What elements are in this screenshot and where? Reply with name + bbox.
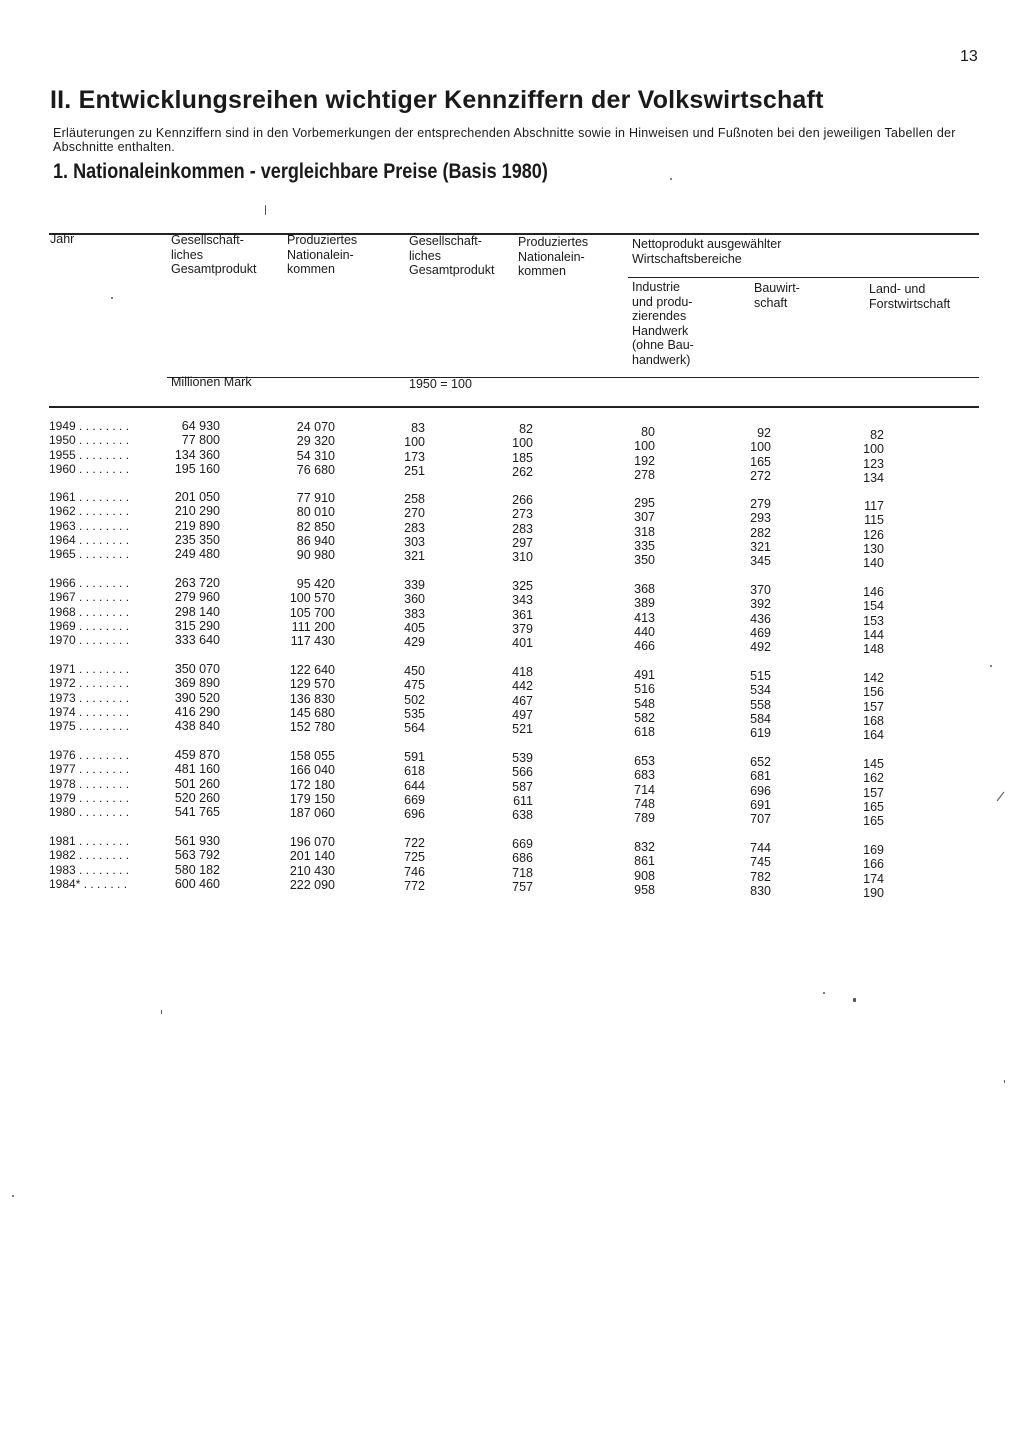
row-year: 1968 . . . . . . . . (49, 604, 130, 619)
cell-gpi: 591 (404, 750, 425, 764)
cell-ne: 196 070 (289, 835, 335, 849)
row-year: 1963 . . . . . . . . (49, 518, 130, 533)
cell-land: 190 (863, 885, 884, 900)
cell-gpi: 283 (404, 520, 425, 535)
cell-nei: 401 (512, 636, 533, 651)
cell-gpi: 173 (404, 449, 425, 464)
cell-land: 166 (863, 857, 884, 872)
cell-bau: 392 (750, 597, 771, 612)
cell-gp: 201 050 (174, 490, 220, 504)
row-year: 1977 . . . . . . . . (49, 762, 130, 777)
row-year: 1969 . . . . . . . . (49, 618, 130, 633)
page-title: II. Entwicklungsreihen wichtiger Kennziffern der Volkswirtschaft (50, 86, 824, 114)
explanatory-note: Erläuterungen zu Kennziffern sind in den Vorbemerkungen der entsprechenden Abschnitte sowie in Hinweisen und Fußnoten bei den jeweiligen Tabellen der Abschnitte enthalten. (53, 126, 956, 154)
cell-ind: 714 (634, 782, 655, 797)
cell-ne: 129 570 (289, 677, 335, 692)
cell-ind: 335 (634, 538, 655, 553)
cell-ind: 908 (634, 868, 655, 883)
cell-nei: 566 (512, 765, 533, 780)
cell-gpi: 746 (404, 864, 425, 879)
cell-nei: 273 (512, 507, 533, 522)
cell-ind: 307 (634, 510, 655, 525)
cell-nei: 262 (512, 464, 533, 479)
row-year: 1981 . . . . . . . . (49, 834, 130, 848)
cell-bau: 681 (750, 769, 771, 784)
cell-land: 148 (863, 642, 884, 657)
cell-ind: 861 (634, 854, 655, 869)
cell-gp: 315 290 (174, 618, 220, 633)
header-nationaleinkommen-mio: Produziertes Nationalein- kommen (287, 233, 358, 276)
cell-ind: 958 (634, 882, 655, 897)
cell-ne: 122 640 (289, 663, 335, 677)
cell-ne: 111 200 (291, 619, 335, 634)
cell-bau: 707 (750, 812, 771, 827)
cell-gpi: 564 (404, 721, 425, 736)
cell-ind: 491 (634, 668, 655, 682)
cell-ne: 136 830 (289, 691, 335, 706)
row-year: 1971 . . . . . . . . (49, 662, 130, 676)
cell-land: 134 (863, 470, 884, 485)
cell-nei: 266 (512, 493, 533, 507)
cell-bau: 515 (750, 669, 771, 683)
cell-land: 123 (863, 456, 884, 471)
cell-ind: 295 (634, 496, 655, 510)
cell-nei: 82 (519, 422, 533, 436)
cell-ne: 152 780 (289, 720, 335, 735)
cell-ind: 582 (634, 710, 655, 725)
cell-ind: 368 (634, 582, 655, 596)
cell-ne: 117 430 (290, 634, 335, 649)
cell-land: 130 (863, 541, 884, 556)
cell-nei: 521 (512, 722, 533, 737)
cell-nei: 587 (512, 779, 533, 794)
row-year: 1984* . . . . . . . (49, 876, 128, 891)
cell-nei: 379 (512, 621, 533, 636)
cell-nei: 669 (512, 837, 533, 851)
cell-ne: 172 180 (289, 777, 335, 792)
cell-land: 157 (863, 785, 884, 800)
cell-ind: 192 (634, 453, 655, 468)
cell-ind: 440 (634, 624, 655, 639)
cell-gpi: 258 (404, 492, 425, 506)
header-nationaleinkommen-index: Produziertes Nationalein- kommen (518, 235, 589, 278)
cell-gp: 235 350 (174, 532, 220, 547)
row-year: 1978 . . . . . . . . (49, 776, 130, 791)
cell-ne: 24 070 (296, 420, 335, 434)
cell-ne: 77 910 (296, 491, 335, 505)
cell-bau: 282 (750, 525, 771, 540)
cell-gpi: 502 (404, 692, 425, 707)
cell-gpi: 535 (404, 706, 425, 721)
cell-nei: 283 (512, 521, 533, 536)
header-bauwirtschaft: Bauwirt- schaft (754, 281, 800, 310)
cell-gpi: 429 (404, 635, 425, 650)
cell-nei: 539 (512, 751, 533, 765)
cell-gp: 263 720 (174, 576, 220, 590)
cell-nei: 442 (512, 679, 533, 694)
cell-gpi: 405 (404, 620, 425, 635)
cell-gpi: 725 (404, 850, 425, 865)
cell-ind: 789 (634, 811, 655, 826)
row-year: 1982 . . . . . . . . (49, 848, 130, 863)
header-industrie: Industrie und produ- zierendes Handwerk (ohne Bau- handwerk) (632, 280, 694, 367)
cell-gpi: 321 (404, 549, 425, 564)
cell-gp: 563 792 (174, 848, 220, 863)
cell-nei: 418 (512, 665, 533, 679)
cell-land: 157 (863, 699, 884, 714)
row-year: 1965 . . . . . . . . (49, 547, 130, 562)
cell-land: 82 (870, 428, 884, 442)
cell-land: 140 (863, 556, 884, 571)
cell-gpi: 383 (404, 606, 425, 621)
cell-gp: 541 765 (174, 805, 220, 820)
cell-ne: 95 420 (296, 577, 335, 591)
scan-speck (990, 665, 992, 667)
cell-gp: 438 840 (174, 719, 220, 734)
cell-ind: 100 (634, 439, 655, 454)
cell-ind: 318 (634, 524, 655, 539)
cell-land: 126 (863, 527, 884, 542)
cell-ind: 683 (634, 768, 655, 783)
cell-bau: 345 (750, 554, 771, 569)
nettoprodukt-rule (628, 277, 979, 278)
cell-gp: 350 070 (174, 662, 220, 676)
cell-land: 165 (863, 814, 884, 829)
scan-speck (111, 297, 113, 299)
cell-bau: 534 (750, 683, 771, 698)
cell-ne: 179 150 (289, 791, 335, 806)
cell-ne: 105 700 (289, 605, 335, 620)
cell-gp: 459 870 (174, 748, 220, 762)
unit-label-index: 1950 = 100 (409, 377, 472, 391)
cell-ne: 80 010 (296, 505, 335, 520)
cell-nei: 611 (513, 793, 533, 808)
cell-land: 145 (863, 757, 884, 771)
cell-gp: 561 930 (174, 834, 220, 848)
scan-speck (670, 178, 672, 180)
cell-bau: 165 (750, 454, 771, 469)
cell-gp: 416 290 (174, 704, 220, 719)
cell-bau: 619 (750, 726, 771, 741)
cell-bau: 584 (750, 711, 771, 726)
cell-bau: 492 (750, 640, 771, 655)
cell-bau: 782 (750, 869, 771, 884)
cell-gpi: 475 (404, 678, 425, 693)
cell-nei: 361 (512, 607, 533, 622)
row-year: 1962 . . . . . . . . (49, 504, 130, 519)
cell-gpi: 696 (404, 807, 425, 822)
cell-bau: 696 (750, 783, 771, 798)
cell-gp: 481 160 (174, 762, 220, 777)
cell-ne: 90 980 (296, 548, 335, 563)
row-year: 1960 . . . . . . . . (49, 461, 130, 476)
scan-speck (1004, 1080, 1005, 1083)
row-year: 1974 . . . . . . . . (49, 704, 130, 719)
cell-bau: 92 (757, 426, 771, 440)
cell-ne: 158 055 (289, 749, 335, 763)
cell-bau: 745 (750, 855, 771, 870)
cell-bau: 293 (750, 511, 771, 526)
cell-ind: 350 (634, 553, 655, 568)
row-year: 1950 . . . . . . . . (49, 433, 130, 448)
cell-land: 162 (863, 771, 884, 786)
cell-gp: 195 160 (174, 461, 220, 476)
scan-speck (265, 205, 266, 215)
cell-bau: 279 (750, 497, 771, 511)
cell-land: 174 (863, 871, 884, 886)
cell-gpi: 450 (404, 664, 425, 678)
cell-ind: 466 (634, 639, 655, 654)
cell-gpi: 100 (404, 435, 425, 450)
cell-ne: 54 310 (296, 448, 335, 463)
header-gesamtprodukt-index: Gesellschaft- liches Gesamtprodukt (409, 234, 495, 277)
cell-bau: 436 (750, 611, 771, 626)
cell-gp: 77 800 (181, 433, 220, 448)
cell-ne: 145 680 (289, 705, 335, 720)
row-year: 1949 . . . . . . . . (49, 419, 130, 433)
row-year: 1983 . . . . . . . . (49, 862, 130, 877)
page-number: 13 (960, 48, 978, 65)
cell-gp: 219 890 (174, 518, 220, 533)
cell-gpi: 251 (404, 463, 425, 478)
row-year: 1961 . . . . . . . . (49, 490, 130, 504)
cell-ne: 100 570 (289, 591, 335, 606)
cell-bau: 272 (750, 468, 771, 483)
cell-nei: 310 (512, 550, 533, 565)
cell-ne: 166 040 (289, 763, 335, 778)
cell-gpi: 303 (404, 534, 425, 549)
cell-gpi: 669 (404, 792, 425, 807)
cell-gp: 333 640 (174, 633, 220, 648)
cell-gpi: 339 (404, 578, 425, 592)
scan-speck (823, 992, 825, 994)
cell-nei: 185 (512, 450, 533, 465)
row-year: 1979 . . . . . . . . (49, 790, 130, 805)
cell-bau: 744 (750, 841, 771, 855)
cell-land: 100 (863, 442, 884, 457)
header-bottom-rule (49, 406, 979, 408)
cell-bau: 652 (750, 755, 771, 769)
cell-nei: 100 (512, 436, 533, 451)
cell-gp: 369 890 (174, 676, 220, 691)
cell-land: 169 (863, 843, 884, 857)
cell-ne: 82 850 (296, 519, 335, 534)
header-jahr: Jahr (50, 232, 75, 246)
cell-nei: 343 (512, 593, 533, 608)
cell-gp: 600 460 (174, 876, 220, 891)
cell-land: 142 (863, 671, 884, 685)
cell-land: 115 (864, 513, 884, 528)
cell-ind: 748 (634, 796, 655, 811)
cell-bau: 100 (750, 440, 771, 455)
cell-ind: 548 (634, 696, 655, 711)
cell-ne: 222 090 (289, 877, 335, 892)
cell-nei: 718 (512, 865, 533, 880)
cell-gp: 580 182 (174, 862, 220, 877)
row-year: 1973 . . . . . . . . (49, 690, 130, 705)
scan-speck (161, 1010, 162, 1014)
cell-gp: 249 480 (174, 547, 220, 562)
row-year: 1976 . . . . . . . . (49, 748, 130, 762)
cell-gpi: 83 (411, 421, 425, 435)
cell-land: 164 (863, 728, 884, 743)
header-landwirtschaft: Land- und Forstwirtschaft (869, 282, 951, 311)
cell-bau: 691 (750, 797, 771, 812)
scan-speck (12, 1195, 14, 1197)
cell-gpi: 360 (404, 592, 425, 607)
scan-speck (853, 998, 856, 1002)
cell-bau: 558 (750, 697, 771, 712)
cell-nei: 467 (512, 693, 533, 708)
cell-ind: 618 (634, 725, 655, 740)
cell-nei: 297 (512, 535, 533, 550)
cell-ind: 389 (634, 596, 655, 611)
cell-gp: 134 360 (174, 447, 220, 462)
cell-land: 154 (863, 599, 884, 614)
cell-gp: 390 520 (174, 690, 220, 705)
cell-gp: 298 140 (174, 604, 220, 619)
cell-nei: 497 (512, 707, 533, 722)
cell-ne: 86 940 (296, 533, 335, 548)
table-title: 1. Nationaleinkommen - vergleichbare Preise (Basis 1980) (53, 160, 548, 183)
cell-gp: 64 930 (181, 419, 220, 433)
cell-nei: 638 (512, 808, 533, 823)
cell-ind: 413 (634, 610, 655, 625)
row-year: 1972 . . . . . . . . (49, 676, 130, 691)
cell-bau: 370 (750, 583, 771, 597)
cell-gpi: 618 (404, 764, 425, 779)
cell-ne: 29 320 (296, 434, 335, 449)
cell-bau: 321 (750, 539, 771, 554)
cell-nei: 757 (512, 879, 533, 894)
row-year: 1955 . . . . . . . . (49, 447, 130, 462)
unit-label-mark: Millionen Mark (171, 375, 252, 389)
row-year: 1964 . . . . . . . . (49, 532, 130, 547)
unit-rule (167, 377, 979, 378)
pen-mark (996, 790, 1006, 802)
cell-bau: 469 (750, 625, 771, 640)
cell-nei: 325 (512, 579, 533, 593)
cell-gp: 279 960 (174, 590, 220, 605)
row-year: 1980 . . . . . . . . (49, 805, 130, 820)
cell-ind: 832 (634, 840, 655, 854)
cell-ne: 76 680 (296, 462, 335, 477)
cell-ne: 187 060 (289, 806, 335, 821)
cell-ind: 80 (641, 425, 655, 439)
cell-gp: 210 290 (174, 504, 220, 519)
cell-land: 146 (863, 585, 884, 599)
cell-gpi: 270 (404, 506, 425, 521)
cell-ind: 516 (634, 682, 655, 697)
cell-land: 144 (863, 627, 884, 642)
row-year: 1970 . . . . . . . . (49, 633, 130, 648)
cell-ne: 210 430 (289, 863, 335, 878)
header-gesamtprodukt-mio: Gesellschaft- liches Gesamtprodukt (171, 233, 257, 276)
cell-gp: 520 260 (174, 790, 220, 805)
header-nettoprodukt: Nettoprodukt ausgewählter Wirtschaftsbereiche (632, 237, 782, 266)
cell-gpi: 644 (404, 778, 425, 793)
row-year: 1967 . . . . . . . . (49, 590, 130, 605)
cell-land: 165 (863, 799, 884, 814)
row-year: 1975 . . . . . . . . (49, 719, 130, 734)
cell-land: 153 (863, 613, 884, 628)
cell-ind: 278 (634, 467, 655, 482)
cell-land: 168 (863, 713, 884, 728)
row-year: 1966 . . . . . . . . (49, 576, 130, 590)
cell-ne: 201 140 (289, 849, 335, 864)
cell-gpi: 722 (404, 836, 425, 850)
cell-gpi: 772 (404, 878, 425, 893)
cell-bau: 830 (750, 883, 771, 898)
cell-land: 156 (863, 685, 884, 700)
cell-ind: 653 (634, 754, 655, 768)
cell-nei: 686 (512, 851, 533, 866)
cell-land: 117 (864, 499, 884, 513)
cell-gp: 501 260 (174, 776, 220, 791)
